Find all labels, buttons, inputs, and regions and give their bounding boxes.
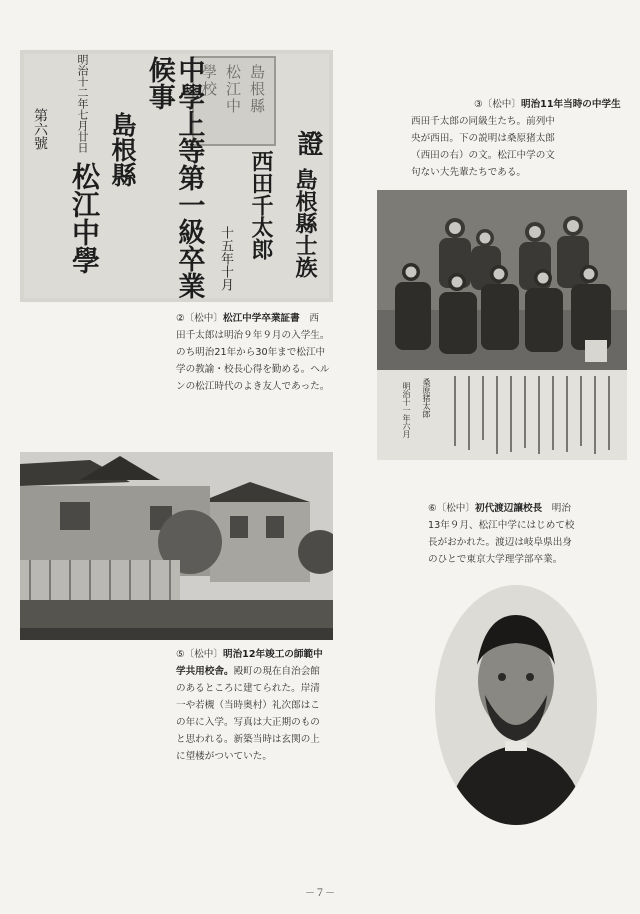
seal-line-3: 學校 xyxy=(200,64,218,98)
caption-title-cont: 学共用校舎。 xyxy=(176,666,234,677)
caption-line: 学の教諭・校長心得を勤める。ヘル xyxy=(176,364,330,375)
certificate-date: 明治十二年七月廿日 xyxy=(76,54,89,153)
principal-portrait-photo xyxy=(435,585,597,825)
certificate-holder-origin: 島根縣士族 xyxy=(292,168,318,278)
note-date: 明治十一年六月 xyxy=(402,382,411,438)
caption-certificate: ②〔松中〕松江中学卒業証書 西 田千太郎は明治９年９月の入学生。 のち明治21年から30年まで松江中 学の教諭・校長心得を勤める。ヘル ンの松江時代のよき友人であった。 xyxy=(176,310,336,395)
certificate-age: 十五年十月 xyxy=(218,226,233,291)
caption-line: の年に入学。写真は大正期のもの xyxy=(176,717,320,728)
caption-line: のあるところに建てられた。岸清 xyxy=(176,683,320,694)
certificate-number: 第六號 xyxy=(32,108,48,150)
students-group-figures xyxy=(377,190,627,370)
caption-line: 13年９月、松江中学にはじめて校 xyxy=(428,520,575,531)
caption-line: と思われる。新築当時は玄関の上 xyxy=(176,734,320,745)
caption-line: のひとで東京大学理学部卒業。 xyxy=(428,554,563,565)
students-photo xyxy=(377,190,627,370)
caption-line: に望楼がついていた。 xyxy=(176,751,272,762)
caption-marker: ⑤ xyxy=(176,649,185,660)
caption-title: 初代渡辺譲校長 xyxy=(474,503,543,514)
caption-title: 明治12年竣工の師範中 xyxy=(222,649,323,660)
caption-line: 田千太郎は明治９年９月の入学生。 xyxy=(176,330,330,341)
certificate-holder-name: 西田千太郎 xyxy=(248,150,274,260)
caption-line: （西田の右）の文。松江中学の文 xyxy=(411,150,555,161)
school-building-photo xyxy=(20,452,333,640)
caption-marker: ② xyxy=(176,313,185,324)
caption-line: 央が西田。下の説明は桑原猪太郎 xyxy=(411,133,555,144)
caption-title: 明治11年当時の中学生 xyxy=(520,99,621,110)
caption-line: 長がおかれた。渡辺は岐阜県出身 xyxy=(428,537,572,548)
certificate-issuer-school: 松江中學 xyxy=(68,162,101,274)
caption-line: 西田千太郎の同級生たち。前列中 xyxy=(411,116,555,127)
certificate-photo xyxy=(20,50,333,302)
certificate-body: 中學上等第一級卒業候事 xyxy=(143,56,205,299)
caption-tag: 〔松中〕 xyxy=(184,649,223,660)
caption-line: 句ない大先輩たちである。 xyxy=(411,167,527,178)
caption-students-body xyxy=(411,113,637,181)
students-handwritten-note xyxy=(377,370,627,460)
school-seal xyxy=(192,56,276,146)
building-illustration xyxy=(20,452,333,640)
caption-tag: 〔松中〕 xyxy=(482,99,521,110)
portrait-illustration xyxy=(435,585,597,825)
seal-line-2: 松江中 xyxy=(224,64,242,115)
caption-title: 松江中学卒業証書 xyxy=(222,313,300,324)
caption-marker: ⑥ xyxy=(428,503,437,514)
caption-tag: 〔松中〕 xyxy=(436,503,475,514)
caption-line: ンの松江時代のよき友人であった。 xyxy=(176,381,330,392)
caption-marker: ③ xyxy=(474,99,483,110)
note-author: 桑原猪太郎 xyxy=(422,378,431,418)
caption-line: 一や若槻（当時奥村）礼次郎はこ xyxy=(176,700,320,711)
certificate-title: 證 xyxy=(293,130,323,156)
caption-line: のち明治21年から30年まで松江中 xyxy=(176,347,326,358)
certificate-issuer-prefecture: 島根縣 xyxy=(108,112,137,187)
caption-tag: 〔松中〕 xyxy=(184,313,223,324)
caption-principal: ⑥〔松中〕初代渡辺譲校長 明治 13年９月、松江中学にはじめて校 長がおかれた。渡辺は岐阜県出身 のひとで東京大学理学部卒業。 xyxy=(428,500,628,568)
caption-building: ⑤〔松中〕明治12年竣工の師範中 学共用校舎。殿町の現在自治会館 のあるところに建てられた。岸清 一や若槻（当時奥村）礼次郎はこ の年に入学。写真は大正期のもの と思われる。新築当時は玄関の上 に望楼がついていた。 xyxy=(176,646,342,765)
page-number: －７－ xyxy=(305,888,335,899)
seal-line-1: 島根縣 xyxy=(248,64,266,115)
handwritten-columns-texture xyxy=(377,370,627,460)
caption-students xyxy=(474,96,634,113)
